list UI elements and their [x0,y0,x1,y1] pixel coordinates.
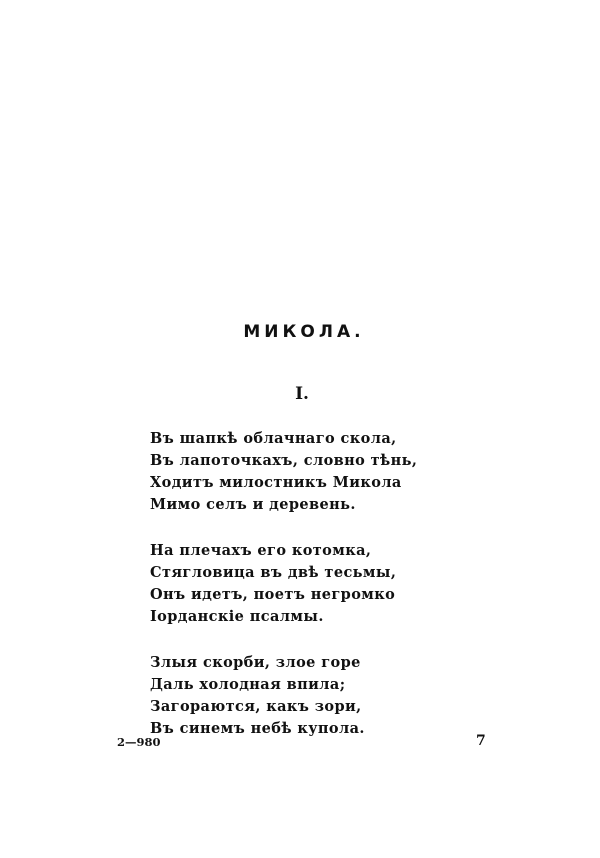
poem-line: Даль холодная впила; [150,676,346,693]
section-number: I. [295,384,309,404]
printer-signature-mark: 2—980 [117,735,161,749]
poem-line: Загораются, какъ зори, [150,698,362,715]
poem-line: Въ лапоточкахъ, словно тѣнь, [150,452,418,469]
poem-line: Въ шапкѣ облачнаго скола, [150,430,397,447]
poem-line: Іорданскіе псалмы. [150,608,324,625]
poem-line: Стягловица въ двѣ тесьмы, [150,564,397,581]
poem-body [150,428,450,764]
stanza [150,540,450,628]
poem-line: На плечахъ его котомка, [150,542,372,559]
page-number: 7 [476,733,486,749]
poem-line: Мимо селъ и деревень. [150,496,356,513]
poem-line: Ходитъ милостникъ Микола [150,474,402,491]
poem-line: Онъ идетъ, поетъ негромко [150,586,396,603]
poem-title: МИКОЛА. [243,322,365,342]
stanza [150,428,450,516]
poem-line: Злыя скорби, злое горе [150,654,361,671]
stanza [150,652,450,740]
poem-line: Въ синемъ небѣ купола. [150,720,365,737]
